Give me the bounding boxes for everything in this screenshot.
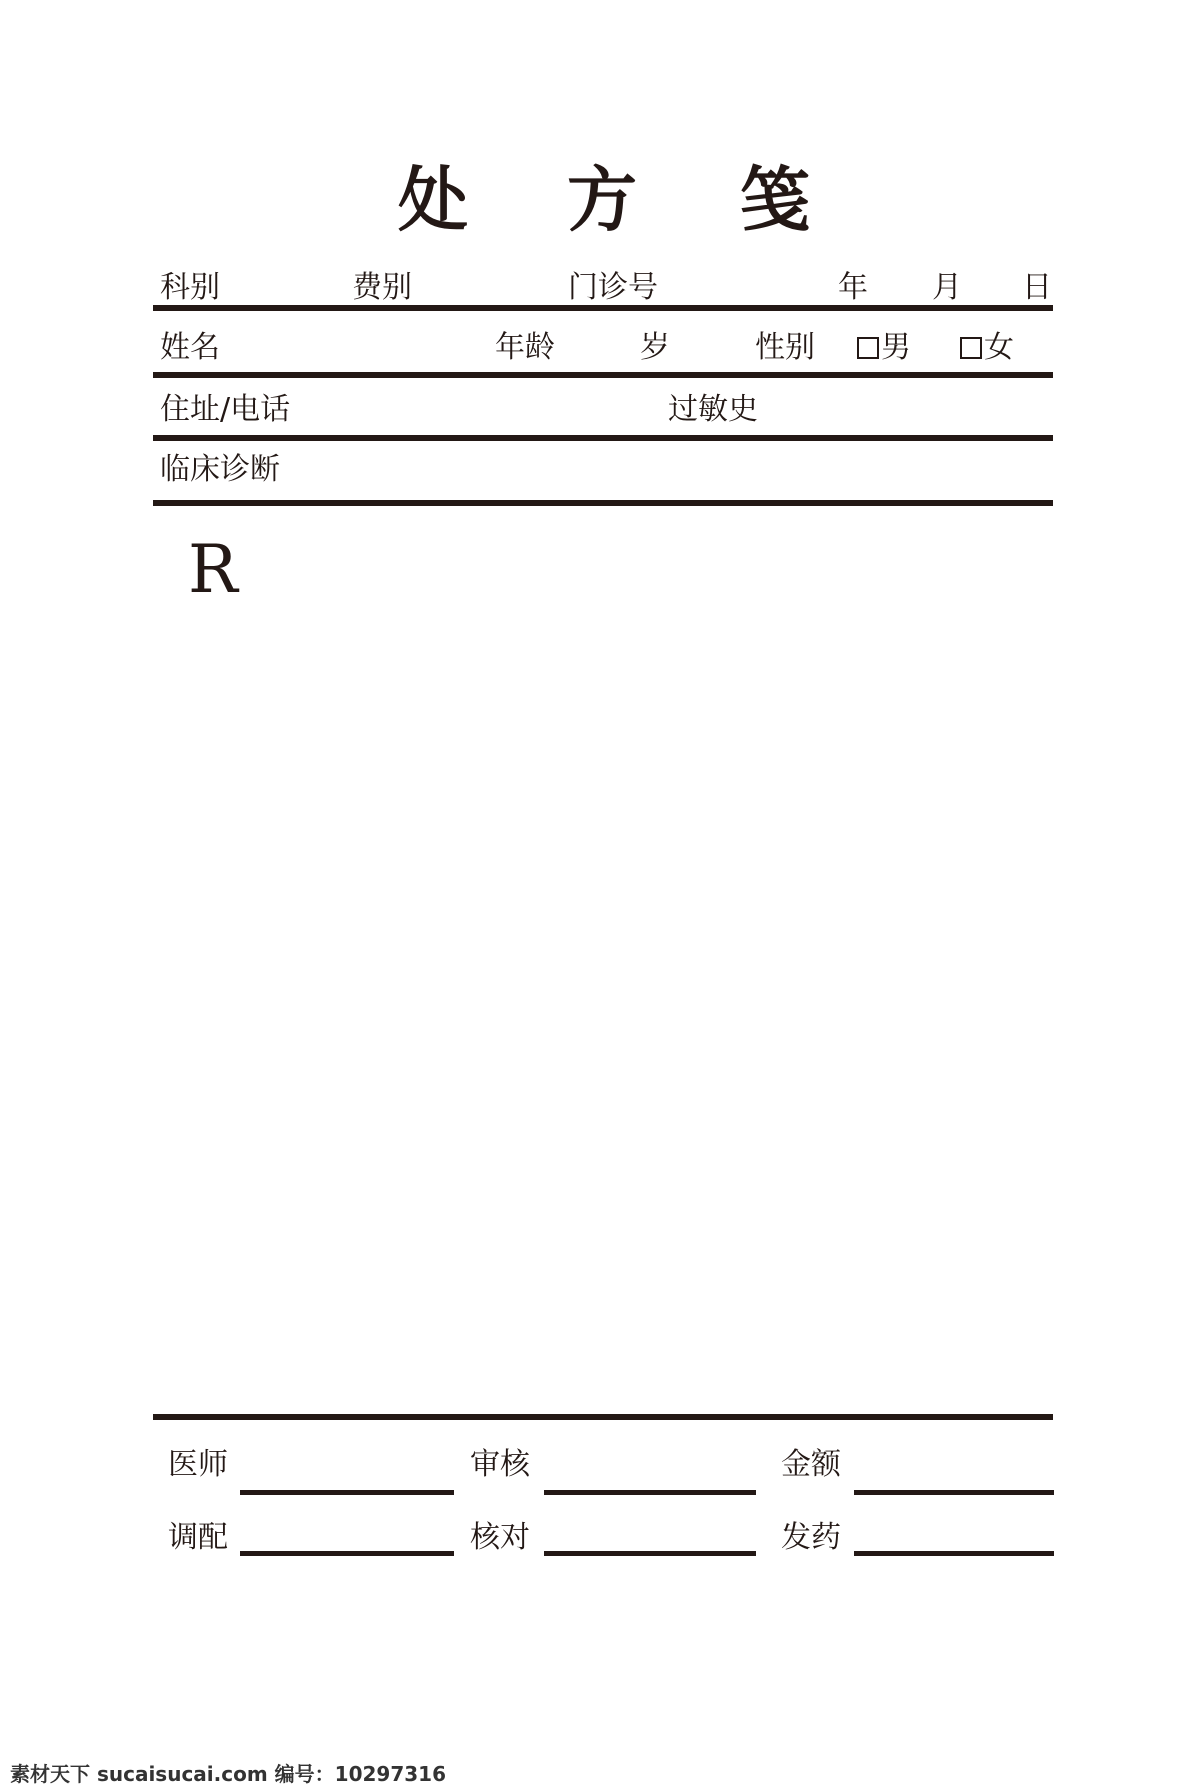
age-unit-label: 岁	[640, 330, 670, 365]
title-char-1: 处	[398, 158, 468, 241]
year-label: 年	[838, 270, 868, 305]
watermark-text: 素材天下 sucaisucai.com 编号：10297316	[10, 1762, 446, 1786]
doctor-label: 医师	[168, 1447, 228, 1482]
female-label: 女	[984, 330, 1014, 365]
rule-row-3	[153, 435, 1053, 441]
dispense-prep-signature-line[interactable]	[240, 1551, 454, 1556]
dispense-signature-line[interactable]	[854, 1551, 1054, 1556]
title-char-3: 笺	[740, 158, 810, 241]
month-label: 月	[932, 270, 962, 305]
rx-symbol: R	[188, 531, 238, 608]
fee-type-label: 费别	[352, 270, 412, 305]
address-phone-label: 住址/电话	[160, 392, 291, 427]
check-label: 核对	[470, 1520, 530, 1555]
rule-bottom	[153, 1414, 1053, 1420]
clinical-diagnosis-label: 临床诊断	[160, 452, 280, 487]
male-label: 男	[881, 330, 911, 365]
doctor-signature-line[interactable]	[240, 1490, 454, 1495]
name-label: 姓名	[160, 330, 220, 365]
female-option[interactable]	[960, 330, 1014, 366]
amount-label: 金额	[781, 1447, 841, 1482]
title-char-2: 方	[567, 158, 637, 241]
prescription-area[interactable]	[153, 620, 1053, 1400]
rule-row-2	[153, 372, 1053, 378]
clinic-number-label: 门诊号	[568, 270, 658, 305]
allergy-history-label: 过敏史	[668, 392, 758, 427]
review-signature-line[interactable]	[544, 1490, 756, 1495]
male-checkbox[interactable]	[857, 337, 879, 359]
check-signature-line[interactable]	[544, 1551, 756, 1556]
dispense-label: 发药	[781, 1520, 841, 1555]
dispense-prep-label: 调配	[168, 1520, 228, 1555]
male-option[interactable]	[857, 330, 911, 366]
sex-label: 性别	[755, 330, 815, 365]
age-label: 年龄	[495, 330, 555, 365]
rule-row-1	[153, 305, 1053, 311]
amount-line[interactable]	[854, 1490, 1054, 1495]
rule-row-4	[153, 500, 1053, 506]
review-label: 审核	[470, 1447, 530, 1482]
department-label: 科别	[160, 270, 220, 305]
female-checkbox[interactable]	[960, 337, 982, 359]
day-label: 日	[1022, 270, 1052, 305]
